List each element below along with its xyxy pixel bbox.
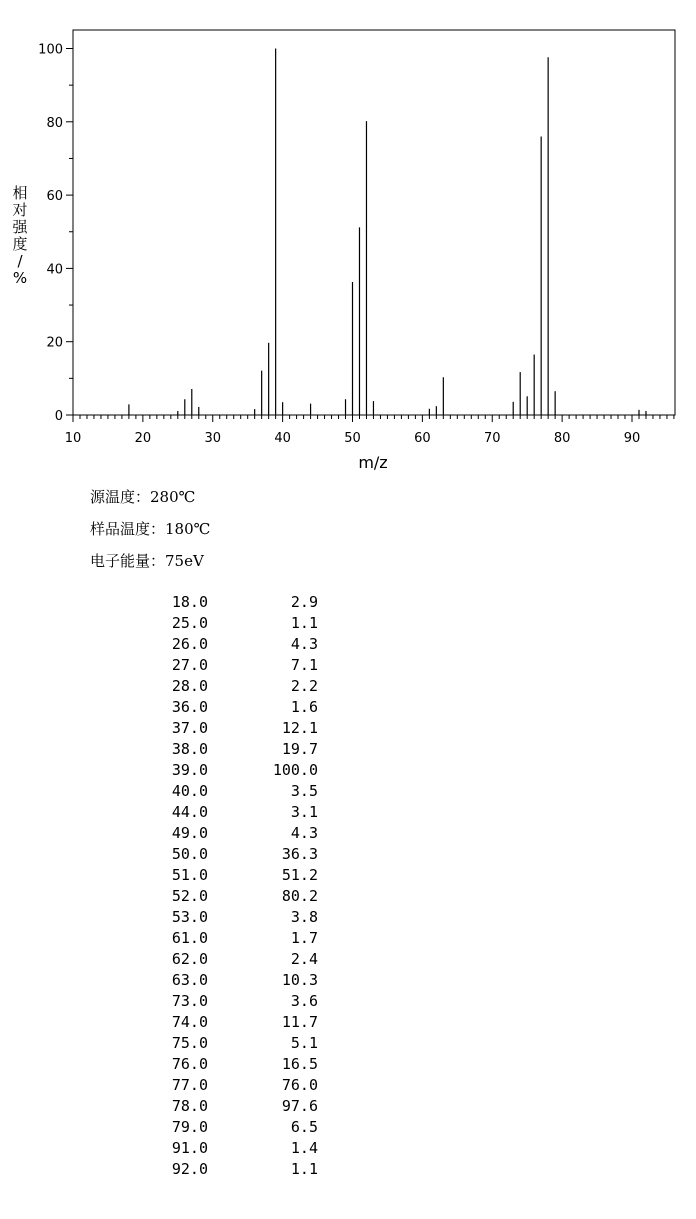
peak-row: [140, 613, 318, 634]
peak-mz: 50.0: [171, 845, 208, 863]
peak-mz: 75.0: [171, 1034, 208, 1052]
peak-mz: 52.0: [171, 887, 208, 905]
y-tick-label: 20: [46, 335, 63, 351]
peak-intensity: 19.7: [281, 740, 318, 758]
peak-intensity: 4.3: [290, 824, 318, 842]
peak-intensity: 1.4: [290, 1139, 318, 1157]
peak-row: [140, 592, 318, 613]
peak-intensity: 100.0: [272, 761, 318, 779]
y-tick-label: 0: [54, 409, 63, 424]
peak-intensity: 5.1: [290, 1034, 318, 1052]
peak-mz: 28.0: [171, 677, 208, 695]
peak-mz: 39.0: [171, 761, 208, 779]
y-tick-label: 40: [46, 262, 63, 278]
peak-row: [140, 634, 318, 655]
peak-mz: 40.0: [171, 782, 208, 800]
spectrum-bars: [129, 49, 646, 416]
x-tick-label: 10: [64, 431, 82, 446]
x-tick-label: 80: [553, 431, 571, 446]
sample-temperature: 样品温度：180℃: [90, 520, 211, 538]
peak-mz: 18.0: [171, 593, 208, 611]
peak-row: [140, 1159, 318, 1180]
peak-intensity: 3.8: [290, 908, 318, 926]
peak-mz: 26.0: [171, 635, 208, 653]
y-axis-label: 相对强度/ %: [12, 184, 28, 287]
peak-row: [140, 760, 318, 781]
peak-mz: 61.0: [171, 929, 208, 947]
x-tick-label: 50: [344, 431, 361, 446]
x-axis-label: m/z: [358, 453, 388, 472]
peak-row: [140, 1054, 318, 1075]
peak-intensity: 3.5: [290, 782, 318, 800]
peak-row: [140, 1096, 318, 1117]
electron-energy: 电子能量：75eV: [90, 552, 204, 570]
peak-intensity: 10.3: [281, 971, 318, 989]
peak-intensity: 16.5: [281, 1055, 318, 1073]
peak-intensity: 12.1: [281, 719, 318, 737]
peak-intensity: 36.3: [281, 845, 318, 863]
peak-mz: 74.0: [171, 1013, 208, 1031]
peak-intensity: 2.9: [290, 593, 318, 611]
peak-intensity: 11.7: [281, 1013, 318, 1031]
peak-row: [140, 844, 318, 865]
x-tick-label: 90: [623, 431, 641, 446]
x-tick-label: 20: [134, 431, 152, 446]
peak-mz: 62.0: [171, 950, 208, 968]
peak-row: [140, 802, 318, 823]
peak-intensity: 6.5: [290, 1118, 318, 1136]
peak-mz: 25.0: [171, 614, 208, 632]
peak-mz: 53.0: [171, 908, 208, 926]
peak-row: [140, 886, 318, 907]
x-tick-label: 60: [414, 431, 431, 446]
peak-mz: 49.0: [171, 824, 208, 842]
peak-row: [140, 739, 318, 760]
y-tick-label: 60: [46, 189, 63, 205]
peak-mz: 63.0: [171, 971, 208, 989]
peak-intensity: 97.6: [281, 1097, 318, 1115]
peak-intensity: 7.1: [290, 656, 318, 674]
x-tick-label: 30: [204, 431, 222, 446]
peak-mz: 44.0: [171, 803, 208, 821]
peak-row: [140, 1075, 318, 1096]
peak-row: [140, 655, 318, 676]
peak-mz: 27.0: [171, 656, 208, 674]
peak-intensity: 1.1: [290, 614, 318, 632]
peak-intensity: 2.2: [290, 677, 318, 695]
peak-mz: 91.0: [171, 1139, 208, 1157]
peak-row: [140, 907, 318, 928]
y-tick-label: 100: [38, 42, 63, 58]
peak-row: [140, 970, 318, 991]
peak-mz: 37.0: [171, 719, 208, 737]
peak-mz: 78.0: [171, 1097, 208, 1115]
peak-row: [140, 928, 318, 949]
x-tick-label: 40: [274, 431, 291, 446]
peak-row: [140, 781, 318, 802]
peak-row: [140, 1033, 318, 1054]
y-tick-label: 80: [46, 115, 63, 131]
peak-mz: 77.0: [171, 1076, 208, 1094]
peak-intensity: 80.2: [281, 887, 318, 905]
peak-mz: 38.0: [171, 740, 208, 758]
source-temperature: 源温度：280℃: [90, 488, 196, 506]
chart-axes: [38, 30, 675, 446]
peak-row: [140, 823, 318, 844]
peak-row: [140, 1117, 318, 1138]
peak-row: [140, 676, 318, 697]
peak-row: [140, 865, 318, 886]
peak-intensity: 3.6: [290, 992, 318, 1010]
mass-spectrum-chart: [0, 0, 696, 480]
peak-mz: 36.0: [171, 698, 208, 716]
peak-intensity: 1.6: [290, 698, 318, 716]
peak-row: [140, 949, 318, 970]
peak-intensity: 1.1: [290, 1160, 318, 1178]
peak-intensity: 2.4: [290, 950, 318, 968]
peak-mz: 51.0: [171, 866, 208, 884]
peak-row: [140, 697, 318, 718]
plot-frame: [73, 30, 675, 415]
x-tick-label: 70: [483, 431, 501, 446]
peak-table: [140, 592, 318, 1180]
peak-intensity: 3.1: [290, 803, 318, 821]
peak-mz: 76.0: [171, 1055, 208, 1073]
peak-row: [140, 1138, 318, 1159]
peak-mz: 73.0: [171, 992, 208, 1010]
peak-row: [140, 718, 318, 739]
peak-intensity: 1.7: [290, 929, 318, 947]
peak-intensity: 4.3: [290, 635, 318, 653]
peak-mz: 79.0: [171, 1118, 208, 1136]
peak-intensity: 51.2: [281, 866, 318, 884]
peak-row: [140, 991, 318, 1012]
peak-row: [140, 1012, 318, 1033]
peak-intensity: 76.0: [281, 1076, 318, 1094]
peak-mz: 92.0: [171, 1160, 208, 1178]
